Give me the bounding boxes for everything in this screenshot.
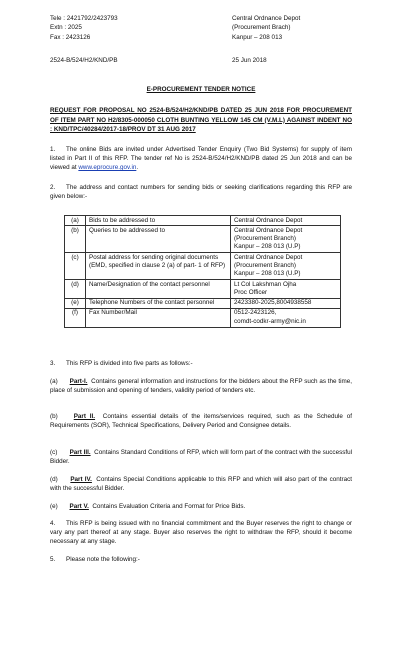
- row-label: Telephone Numbers of the contact personnel: [86, 298, 231, 308]
- part-text: Contains general information and instructions for the bidders about the RFP such as the time, place of submission and opening of tenders, validity period of tenders etc.: [50, 378, 353, 394]
- part-label: Part III.: [69, 449, 91, 456]
- value-line: comdt-codkr-army@nic.in: [234, 317, 306, 325]
- row-label: Name/Designation of the contact personnel: [86, 280, 231, 299]
- paragraph-text: Please note the following:-: [66, 556, 140, 563]
- paragraph-end: .: [136, 163, 139, 171]
- value-line: Central Ordnance Depot: [234, 226, 303, 234]
- part-key: (b): [50, 413, 58, 420]
- part-item: [50, 503, 352, 512]
- value-line: (Procurement Branch): [234, 235, 296, 243]
- value-line: Kanpur – 208 013 (U.P): [234, 270, 301, 278]
- part-key: (e): [50, 503, 58, 510]
- organization-branch: (Procurement Brach): [232, 24, 291, 32]
- table-row: [65, 226, 341, 253]
- reference-date: 25 Jun 2018: [232, 57, 267, 64]
- paragraph-number: 4.: [50, 520, 56, 527]
- fax-line: Fax : 2423126: [50, 33, 91, 41]
- table-row: [65, 216, 341, 226]
- paragraph-text: This RFP is being issued with no financial commitment and the Buyer reserves the right to change or vary any part thereof at any stage. Buyer also reserves the right to withdraw the RFP, should it become necessary at any stage.: [50, 520, 352, 545]
- paragraph-number: 2.: [50, 184, 56, 191]
- part-key: (c): [50, 449, 58, 456]
- row-value: [231, 280, 341, 299]
- rfp-subject: REQUEST FOR PROPOSAL NO 2524-B/524/H2/KND/PB DATED 25 JUN 2018 FOR PROCUREMENT OF ITEM PART NO H2/8305-000050 CLOTH BUNTING YELLOW 145 CM (V.M.L) AGAINST INDENT NO : KND/TPC/40284/2017-18/PROV DT 31 AUG 2017: [50, 107, 352, 134]
- part-item: [50, 413, 352, 431]
- row-label: Fax Number/Mail: [86, 308, 231, 327]
- telephone-line: Tele : 2421792/2423793: [50, 15, 118, 22]
- value-line: Proc Officer: [234, 288, 268, 296]
- row-label: Queries to be addressed to: [86, 226, 231, 253]
- row-value: [231, 298, 341, 308]
- reference-row: [50, 57, 352, 64]
- part-item: [50, 476, 352, 494]
- paragraph-2: [50, 184, 352, 202]
- extension-line: Extn : 2025: [50, 24, 82, 32]
- table-row: [65, 253, 341, 280]
- paragraph-text: The online Bids are invited under Advertised Tender Enquiry (Two Bid Systems) for supply of item listed in Part II of this RFP. The tender ref No is 2524-B/524/H2/KND/PB dated 25 Jun 2018 and can be viewed at: [50, 146, 352, 171]
- part-item: [50, 378, 352, 396]
- value-line: Central Ordnance Depot: [234, 216, 303, 224]
- part-label: Part V.: [69, 503, 89, 510]
- table-row: [65, 280, 341, 299]
- row-key: (c): [65, 253, 86, 280]
- paragraph-3: [50, 360, 352, 369]
- row-value: [231, 226, 341, 253]
- part-key: (a): [50, 378, 58, 385]
- value-line: (Procurement Branch): [234, 261, 296, 269]
- organization-name: Central Ordnance Depot: [232, 15, 301, 22]
- reference-number: 2524-B/524/H2/KND/PB: [50, 57, 118, 64]
- row-value: [231, 308, 341, 327]
- value-line: Lt Col Lakshman Ojha: [234, 280, 297, 288]
- value-line: 2423380-2025,8004938558: [234, 299, 312, 307]
- paragraph-text: The address and contact numbers for sending bids or seeking clarifications regarding this RFP are given below:-: [50, 184, 352, 200]
- row-value: [231, 216, 341, 226]
- organization-block: [232, 14, 352, 42]
- row-key: (b): [65, 226, 86, 253]
- value-line: Central Ordnance Depot: [234, 253, 303, 261]
- organization-city: Kanpur – 208 013: [232, 33, 283, 41]
- part-label: Part IV.: [70, 476, 92, 483]
- part-key: (d): [50, 476, 58, 483]
- part-label: Part II.: [73, 413, 96, 420]
- part-text: Contains Special Conditions applicable to this RFP and which will also part of the contract with the successful Bidder.: [50, 476, 353, 492]
- value-line: Kanpur – 208 013 (U.P): [234, 243, 301, 251]
- part-text: Contains Evaluation Criteria and Format for Price Bids.: [92, 503, 246, 510]
- notice-title: E-PROCUREMENT TENDER NOTICE: [146, 86, 256, 93]
- part-item: [50, 449, 352, 467]
- paragraph-number: 3.: [50, 360, 56, 367]
- paragraph-number: 1.: [50, 146, 56, 153]
- letterhead: [50, 14, 352, 42]
- paragraph-5: [50, 556, 352, 565]
- row-key: (d): [65, 280, 86, 299]
- paragraph-4: [50, 520, 352, 547]
- part-text: Contains essential details of the items/services required, such as the Schedule of Requirements (SOR), Technical Specifications, Delivery Period and Consignee details.: [50, 413, 352, 429]
- contact-table: [64, 215, 341, 328]
- row-key: (a): [65, 216, 86, 226]
- row-key: (f): [65, 308, 86, 327]
- paragraph-number: 5.: [50, 556, 56, 563]
- part-text: Contains Standard Conditions of RFP, which will form part of the contract with the successful Bidder.: [50, 449, 353, 465]
- row-key: (e): [65, 298, 86, 308]
- paragraph-1: [50, 146, 352, 173]
- eprocure-link[interactable]: www.eprocure.gov.in: [78, 163, 137, 171]
- table-row: [65, 308, 341, 327]
- row-label: Postal address for sending original documents (EMD, specified in clause 2 (a) of part- 1 of RFP): [86, 253, 231, 280]
- contact-block: [50, 14, 118, 42]
- value-line: 0512-2423126,: [234, 309, 277, 317]
- paragraph-text: This RFP is divided into five parts as follows:-: [66, 360, 193, 367]
- row-value: [231, 253, 341, 280]
- table-row: [65, 298, 341, 308]
- part-label: Part-I.: [69, 378, 88, 385]
- row-label: Bids to be addressed to: [86, 216, 231, 226]
